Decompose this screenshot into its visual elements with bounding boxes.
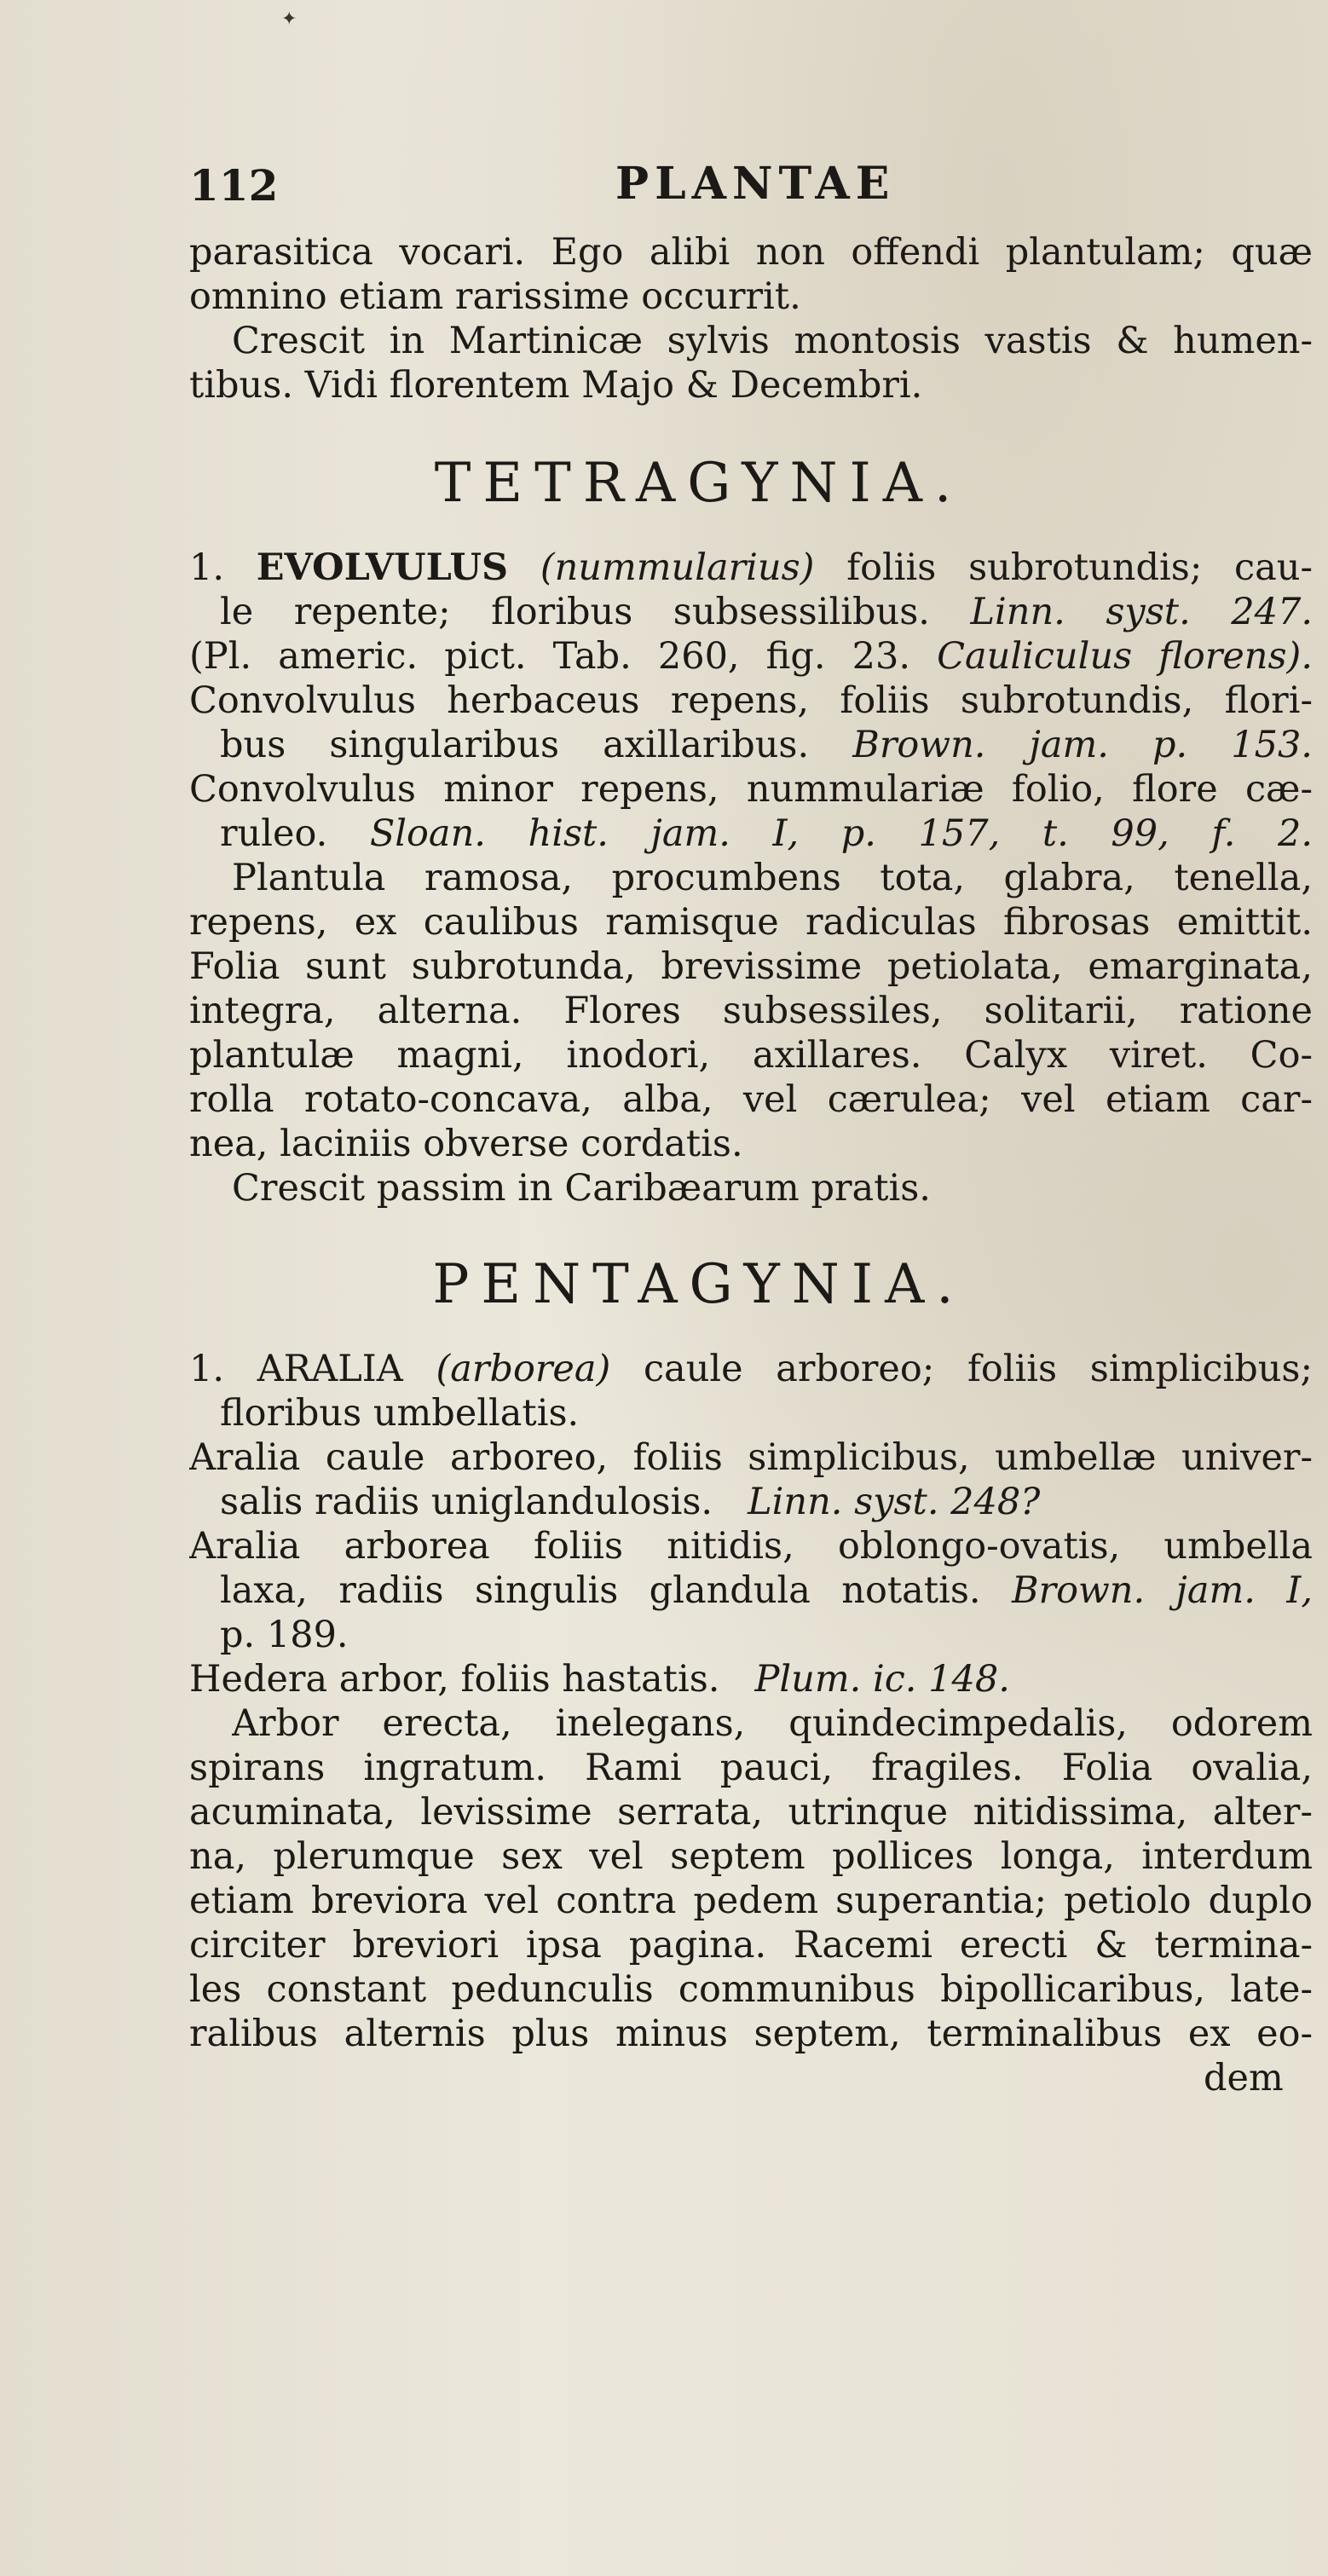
- text-line: etiam breviora vel contra pedem superantia; petiolo duplo: [189, 1880, 1313, 1922]
- text-line: Plantula ramosa, procumbens tota, glabra, tenella,: [232, 857, 1313, 899]
- entry-number: 1.: [189, 1348, 225, 1390]
- plate-citation: (Pl. americ. pict. Tab. 260, fig. 23.: [189, 635, 911, 678]
- synonym-line: Convolvulus minor repens, nummulariæ folio, flore cæ-: [189, 768, 1313, 811]
- text-line: floribus umbellatis.: [220, 1392, 580, 1435]
- text-line: Arbor erecta, inelegans, quindecimpedalis, odorem: [232, 1702, 1313, 1745]
- synonym-line: Aralia arborea foliis nitidis, oblongo-ovatis, umbella: [189, 1525, 1313, 1568]
- species-entry: [189, 546, 1313, 590]
- section-heading: TETRAGYNIA.: [434, 452, 964, 515]
- running-head: PLANTAE: [615, 158, 896, 210]
- text-line: [220, 1480, 1040, 1524]
- synonym-line: [189, 1657, 1010, 1701]
- text-line: [220, 811, 1313, 856]
- text-line: tibus. Vidi florentem Majo & Decembri.: [189, 364, 923, 407]
- text-line: acuminata, levissime serrata, utrinque nitidissima, alter-: [189, 1791, 1313, 1834]
- genus-name: EVOLVULUS: [256, 546, 509, 589]
- synonym-text: Hedera arbor, foliis hastatis.: [189, 1658, 720, 1701]
- text-line: na, plerumque sex vel septem pollices longa, interdum: [189, 1835, 1313, 1878]
- text-line: plantulæ magni, inodori, axillares. Calyx viret. Co-: [189, 1034, 1313, 1077]
- diagnosis-text: caule arboreo; foliis simplicibus;: [643, 1348, 1313, 1390]
- text-line: nea, laciniis obverse cordatis.: [189, 1123, 743, 1165]
- text-line: omnino etiam rarissime occurrit.: [189, 275, 801, 318]
- text-line: circiter breviori ipsa pagina. Racemi erecti & termina-: [189, 1924, 1313, 1967]
- text-line: [220, 723, 1313, 767]
- synonym-text: bus singularibus axillaribus.: [220, 724, 810, 766]
- diagnosis-text: foliis subrotundis; cau-: [846, 546, 1313, 589]
- text-line: les constant pedunculis communibus bipollicaribus, late-: [189, 1968, 1313, 2011]
- species-name: (nummularius): [540, 546, 815, 589]
- text-line: parasitica vocari. Ego alibi non offendi plantulam; quæ: [189, 231, 1313, 274]
- synonym-text: ruleo.: [220, 812, 328, 855]
- text-line: spirans ingratum. Rami pauci, fragiles. Folia ovalia,: [189, 1747, 1313, 1789]
- page-number: 112: [189, 160, 279, 211]
- genus-name: ARALIA: [257, 1348, 403, 1390]
- reference: Plum. ic. 148.: [754, 1658, 1010, 1701]
- reference: Brown. jam. p. 153.: [852, 724, 1313, 766]
- text-line: Crescit in Martinicæ sylvis montosis vastis & humen-: [232, 320, 1313, 362]
- synonym-line: Aralia caule arboreo, foliis simplicibus, umbellæ univer-: [189, 1436, 1313, 1479]
- text-line: ralibus alternis plus minus septem, terminalibus ex eo-: [189, 2013, 1313, 2055]
- text-line: p. 189.: [220, 1614, 349, 1656]
- habitat-line: Crescit passim in Caribæarum pratis.: [232, 1167, 931, 1210]
- text-line: integra, alterna. Flores subsessiles, solitarii, ratione: [189, 990, 1313, 1032]
- text-line: [220, 1568, 1313, 1613]
- reference: Linn. syst. 248?: [748, 1481, 1041, 1523]
- synonym-text: salis radiis uniglandulosis.: [220, 1481, 713, 1523]
- synonym-line: Convolvulus herbaceus repens, foliis subrotundis, flori-: [189, 679, 1313, 722]
- text-line: [220, 590, 1313, 634]
- species-entry: [189, 1347, 1313, 1391]
- text-line: repens, ex caulibus ramisque radiculas fibrosas emittit.: [189, 901, 1313, 944]
- text-line: Folia sunt subrotunda, brevissime petiolata, emarginata,: [189, 945, 1313, 988]
- text-line: rolla rotato-concava, alba, vel cærulea; vel etiam car-: [189, 1078, 1313, 1121]
- catchword: dem: [1204, 2057, 1284, 2099]
- diagnosis-text: le repente; floribus subsessilibus.: [220, 591, 930, 633]
- printer-ornament: ✦: [281, 9, 297, 30]
- reference: Sloan. hist. jam. I, p. 157, t. 99, f. 2.: [369, 812, 1313, 855]
- entry-number: 1.: [189, 546, 225, 589]
- section-heading: PENTAGYNIA.: [432, 1253, 966, 1316]
- reference: Brown. jam. I,: [1011, 1569, 1313, 1612]
- species-name: (arborea): [436, 1348, 611, 1390]
- reference: Linn. syst. 247.: [970, 591, 1313, 633]
- synonym-text: laxa, radiis singulis glandula notatis.: [220, 1569, 981, 1612]
- text-line: [189, 634, 1313, 679]
- reference: Cauliculus florens).: [937, 635, 1313, 678]
